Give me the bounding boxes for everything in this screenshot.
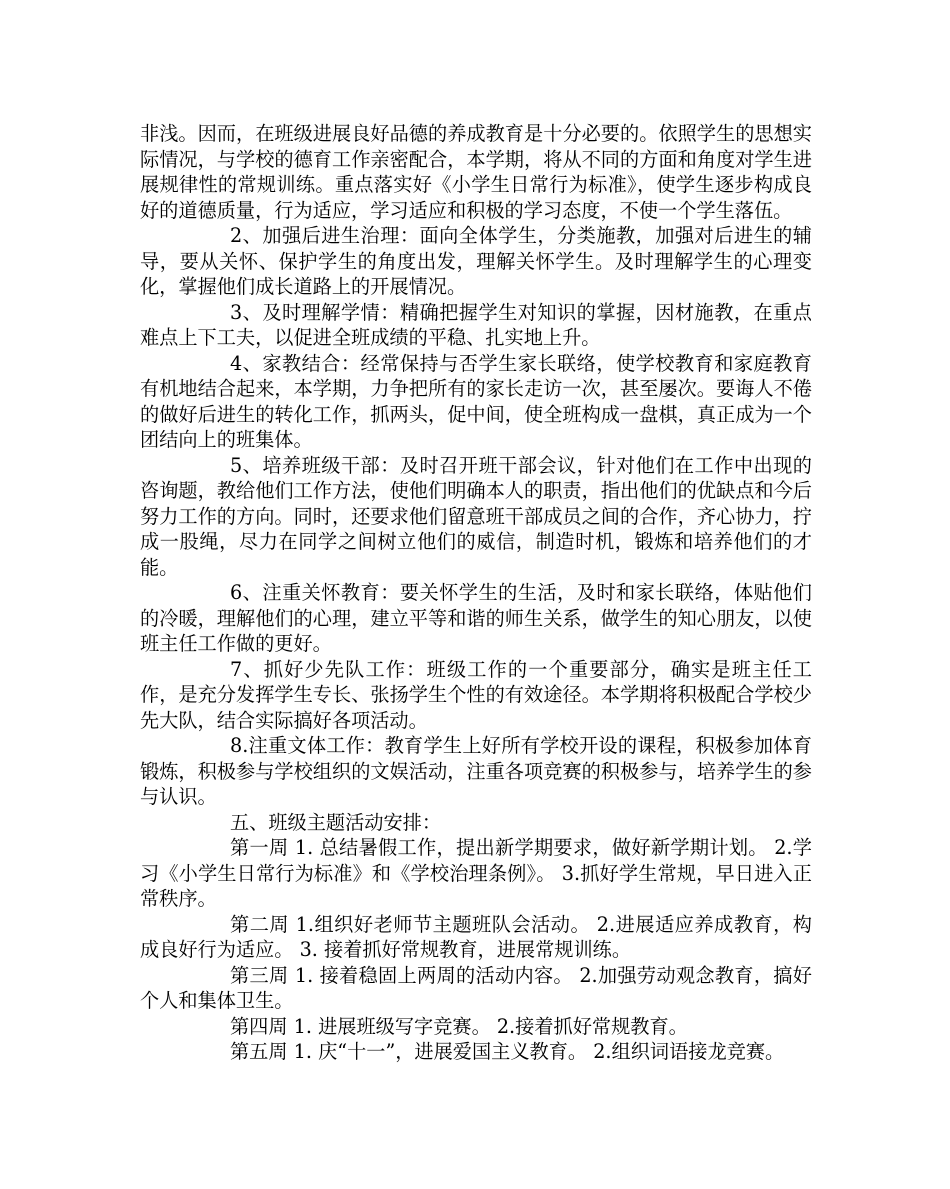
paragraph-item-8: 8.注重文体工作：教育学生上好所有学校开设的课程，积极参加体育锻炼，积极参与学校组织的文娱活动，注重各项竞赛的积极参与，培养学生的参与认识。 (140, 734, 812, 808)
paragraph-item-6: 6、注重关怀教育：要关怀学生的生活，及时和家长联络，体贴他们的冷暖，理解他们的心理，建立平等和谐的师生关系，做学生的知心朋友，以使班主任工作做的更好。 (140, 581, 812, 655)
document-page (140, 121, 812, 1065)
paragraph-week-1: 第一周 1. 总结暑假工作，提出新学期要求，做好新学期计划。 2.学习《小学生日常行为标准》和《学校治理条例》。 3.抓好学生常规，早日进入正常秩序。 (140, 836, 812, 910)
paragraph-week-5: 第五周 1. 庆“十一”，进展爱国主义教育。 2.组织词语接龙竞赛。 (230, 1040, 785, 1063)
paragraph-week-3: 第三周 1. 接着稳固上两周的活动内容。 2.加强劳动观念教育，搞好个人和集体卫生。 (140, 963, 812, 1012)
paragraph-item-4: 4、家教结合：经常保持与否学生家长联络，使学校教育和家庭教育有机地结合起来，本学期，力争把所有的家长走访一次，甚至屡次。要诲人不倦的做好后进生的转化工作，抓两头，促中间，使全班构成一盘棋，真正成为一个团结向上的班集体。 (140, 351, 812, 451)
paragraph-item-2: 2、加强后进生治理：面向全体学生，分类施教，加强对后进生的辅导，要从关怀、保护学生的角度出发，理解关怀学生。及时理解学生的心理变化，掌握他们成长道路上的开展情况。 (140, 224, 812, 298)
paragraph-week-4: 第四周 1. 进展班级写字竞赛。 2.接着抓好常规教育。 (230, 1014, 688, 1038)
paragraph-week-2: 第二周 1.组织好老师节主题班队会活动。 2.进展适应养成教育，构成良好行为适应。 3. 接着抓好常规教育，进展常规训练。 (140, 912, 812, 961)
paragraph-item-7: 7、抓好少先队工作：班级工作的一个重要部分，确实是班主任工作，是充分发挥学生专长、张扬学生个性的有效途径。本学期将积极配合学校少先大队，结合实际搞好各项活动。 (140, 657, 812, 732)
paragraph-item-3: 3、及时理解学情：精确把握学生对知识的掌握，因材施教，在重点难点上下工夫，以促进全班成绩的平稳、扎实地上升。 (140, 300, 812, 349)
paragraph-moral-education-continued: 非浅。因而，在班级进展良好品德的养成教育是十分必要的。依照学生的思想实际情况，与学校的德育工作亲密配合，本学期，将从不同的方面和角度对学生进展规律性的常规训练。重点落实好《小学生日常行为标准》，使学生逐步构成良好的道德质量，行为适应，学习适应和积极的学习态度，不使一个学生落伍。 (140, 122, 812, 222)
paragraph-item-5: 5、培养班级干部：及时召开班干部会议，针对他们在工作中出现的咨询题，教给他们工作方法，使他们明确本人的职责，指出他们的优缺点和今后努力工作的方向。同时，还要求他们留意班干部成员之间的合作，齐心协力，拧成一股绳，尽力在同学之间树立他们的威信，制造时机，锻炼和培养他们的才能。 (140, 453, 812, 579)
section-heading-activities: 五、班级主题活动安排： (230, 810, 442, 834)
